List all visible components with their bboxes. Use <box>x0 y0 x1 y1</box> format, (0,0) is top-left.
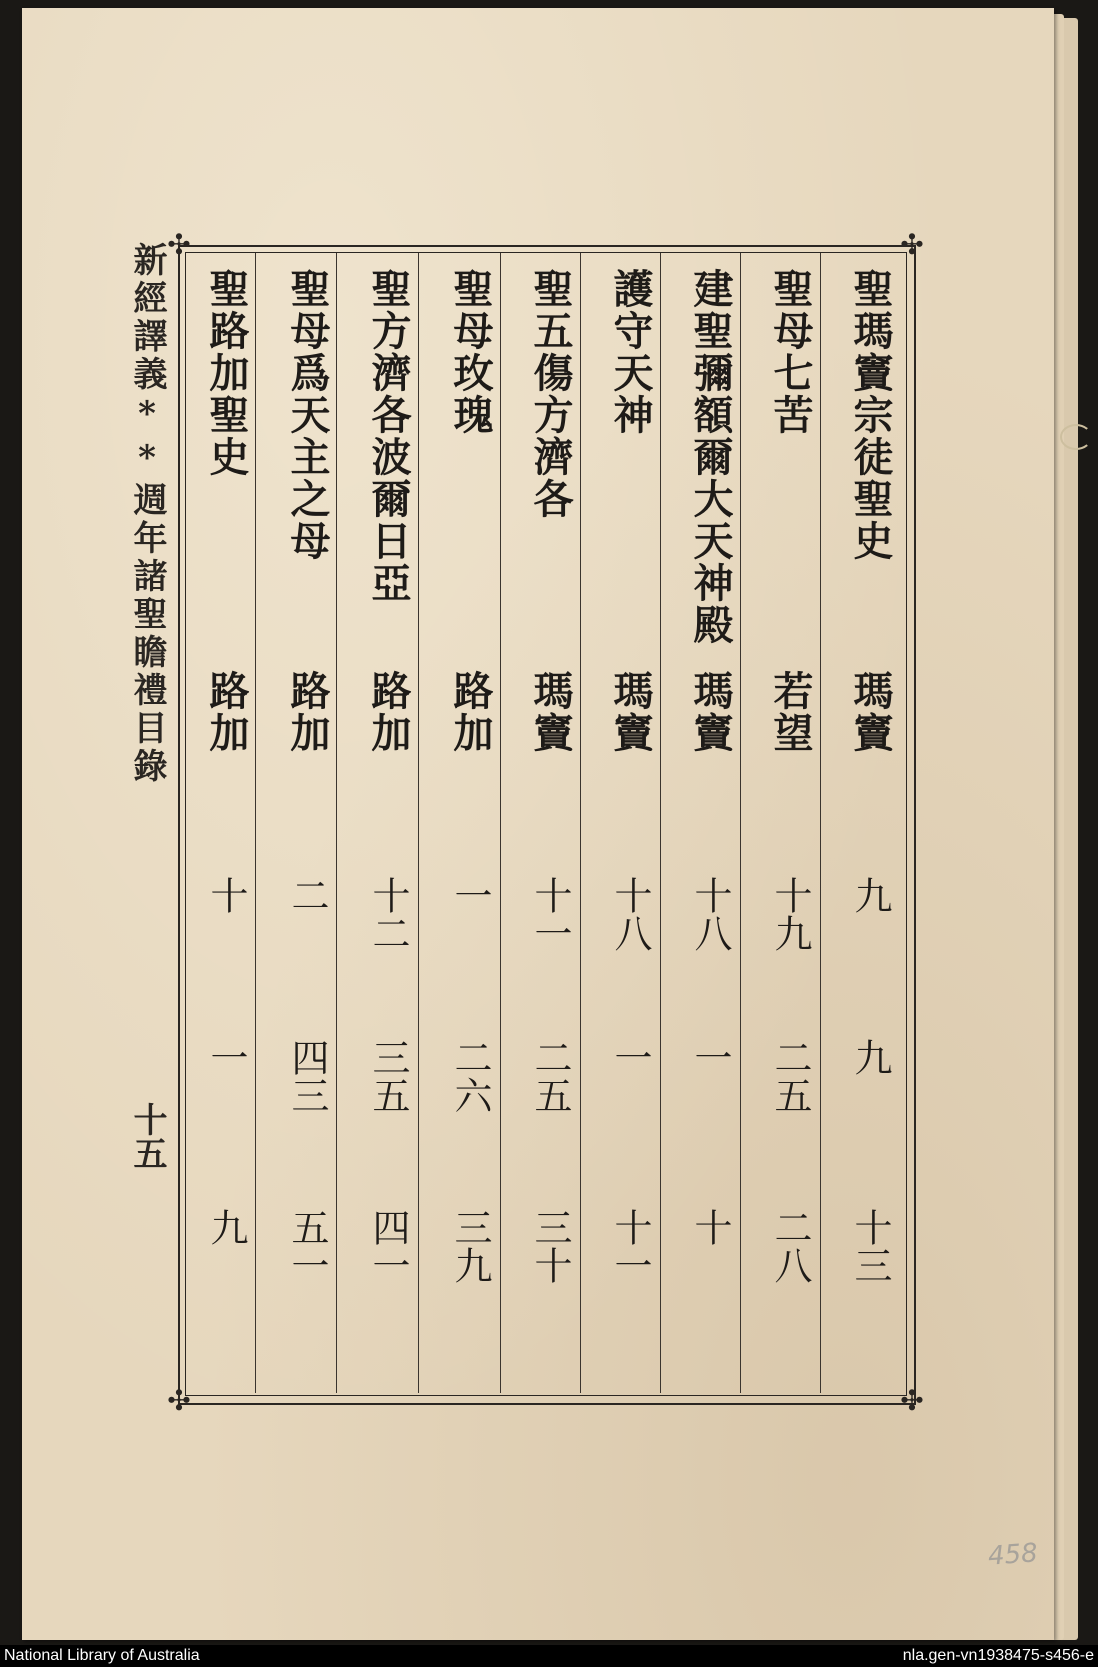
entry-day: 二六 <box>448 1038 492 1114</box>
table-row <box>600 258 660 1388</box>
running-head: 新經譯義**週年諸聖瞻禮目錄 <box>127 242 167 786</box>
table-row <box>277 258 337 1388</box>
table-row <box>358 258 418 1388</box>
column-divider <box>418 253 419 1393</box>
entry-day: 一 <box>608 1038 652 1076</box>
entry-title: 聖五傷方濟各 <box>527 268 574 520</box>
entry-month: 十二 <box>366 876 410 952</box>
corner-ornament-icon: ✣ <box>900 228 924 261</box>
pencil-annotation: 458 <box>987 1538 1039 1572</box>
corner-ornament-icon: ✣ <box>167 1384 191 1417</box>
entry-page: 十 <box>688 1208 732 1246</box>
column-divider <box>660 253 661 1393</box>
entry-month: 九 <box>848 876 892 914</box>
entry-day: 三五 <box>366 1038 410 1114</box>
entry-page: 十一 <box>608 1208 652 1284</box>
entry-month: 二 <box>285 876 329 914</box>
footer-bar <box>0 1645 1098 1667</box>
entry-title: 聖母玫瑰 <box>447 268 494 436</box>
corner-ornament-icon: ✣ <box>900 1384 924 1417</box>
table-row <box>520 258 580 1388</box>
entry-day: 二五 <box>768 1038 812 1114</box>
entry-page: 十三 <box>848 1208 892 1284</box>
entry-day: 九 <box>848 1038 892 1076</box>
entry-title: 聖路加聖史 <box>203 268 250 478</box>
entry-title: 聖方濟各波爾日亞 <box>365 268 412 604</box>
footer-credit: National Library of Australia <box>4 1647 200 1664</box>
table-row <box>196 258 256 1388</box>
entry-author: 瑪竇 <box>847 670 894 754</box>
entry-day: 四三 <box>285 1038 329 1114</box>
entry-month: 十 <box>204 876 248 914</box>
entry-month: 十九 <box>768 876 812 952</box>
entry-day: 一 <box>204 1038 248 1076</box>
entry-page: 四一 <box>366 1208 410 1284</box>
entry-author: 路加 <box>447 670 494 754</box>
entry-author: 瑪竇 <box>527 670 574 754</box>
column-divider <box>500 253 501 1393</box>
page-number: 十五 <box>127 1102 167 1170</box>
entry-page: 三九 <box>448 1208 492 1284</box>
entry-page: 二八 <box>768 1208 812 1284</box>
entry-author: 路加 <box>365 670 412 754</box>
column-divider <box>580 253 581 1393</box>
entry-month: 十八 <box>688 876 732 952</box>
entry-author: 瑪竇 <box>607 670 654 754</box>
table-row <box>440 258 500 1388</box>
entry-author: 路加 <box>203 670 250 754</box>
table-row <box>760 258 820 1388</box>
entry-month: 一 <box>448 876 492 914</box>
entry-author: 路加 <box>284 670 331 754</box>
entry-page: 五一 <box>285 1208 329 1284</box>
entry-title: 聖母七苦 <box>767 268 814 436</box>
entry-page: 九 <box>204 1208 248 1246</box>
table-row <box>840 258 900 1388</box>
entry-day: 二五 <box>528 1038 572 1114</box>
entry-day: 一 <box>688 1038 732 1076</box>
entry-month: 十八 <box>608 876 652 952</box>
corner-ornament-icon: ✣ <box>167 228 191 261</box>
column-divider <box>820 253 821 1393</box>
entry-title: 聖母爲天主之母 <box>284 268 331 562</box>
entry-title: 建聖彌額爾大天神殿 <box>687 268 734 646</box>
entry-title: 護守天神 <box>607 268 654 436</box>
column-divider <box>740 253 741 1393</box>
binding-thread <box>1060 424 1092 450</box>
footer-identifier: nla.gen-vn1938475-s456-e <box>902 1647 1094 1664</box>
entry-title: 聖瑪竇宗徒聖史 <box>847 268 894 562</box>
entry-page: 三十 <box>528 1208 572 1284</box>
entry-author: 若望 <box>767 670 814 754</box>
entry-month: 十一 <box>528 876 572 952</box>
table-row <box>680 258 740 1388</box>
entry-author: 瑪竇 <box>687 670 734 754</box>
